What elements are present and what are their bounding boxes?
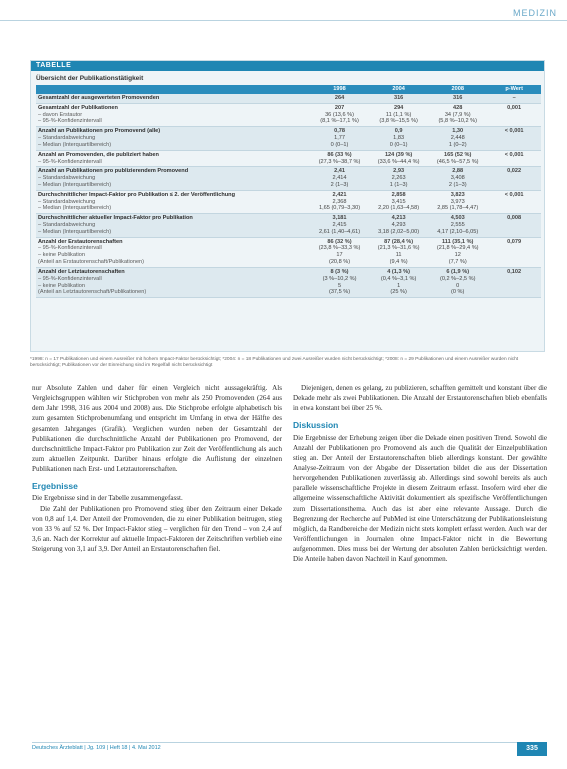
row-label: [36, 214, 310, 237]
row-label-main: Anzahl der Letztautorenschaften: [38, 268, 125, 275]
table-header-cell: p-Wert: [487, 85, 541, 94]
row-label-sub: – 95-%-Konfidenzintervall: [38, 118, 102, 125]
row-label-sub: – Median (Interquartilbereich): [38, 181, 112, 188]
section-label: MEDIZIN: [513, 8, 557, 18]
body-paragraph: Diejenigen, denen es gelang, zu publizieren, schafften gemittelt und konstant über die Dekade mehr als zwei Publikationen. Die Anzahl der Erstautorenschaften blieb ebenfalls in etwa konstant bei über 25 %.: [293, 384, 547, 413]
row-label-main: Anzahl an Promovenden, die publiziert haben: [38, 151, 159, 158]
p-value-cell: 0,079: [487, 237, 541, 267]
row-label: [36, 267, 310, 297]
table-header-cell: 2004: [369, 85, 428, 94]
value-cell: 316: [428, 94, 487, 103]
table-header-cell: 2008: [428, 85, 487, 94]
body-paragraph: nur Absolute Zahlen und daher für einen Vergleich nicht aussagekräftig. Als Vergleichsgruppen wählten wir Stichproben von mehr als 250 Promovenden (264 aus dem Jahr 1998, 316 aus 2004 und 2008) aus. Die Stichprobe erfolgte alphabetisch bis zum gesamten Stichprobenumfang und entspricht im Umfang in etwa der Hälfte des gesamten Jahrganges (Grafik). Verglichen wurden neben der Gesamtzahl der Publikationen die durchschnittliche Anzahl der Publikationen pro Promovend, der durchschnittliche Impact-Faktor pro Publikation zur Zeit der Veröffentlichung als auch zum aktuellen Zeitpunkt. Darüber hinaus erfolgte die Auflistung der einzelnen Publikationen nach Erst- und Letztautorenschaften.: [32, 384, 282, 474]
row-label-main: Anzahl der Erstautorenschaften: [38, 238, 123, 245]
row-label-main: Anzahl an Publikationen pro publizierendem Promovend: [38, 168, 189, 175]
table-body: [36, 94, 541, 298]
p-value-cell: < 0,001: [487, 190, 541, 213]
journal-footer: Deutsches Ärzteblatt | Jg. 109 | Heft 18 | 4. Mai 2012: [32, 745, 161, 751]
row-label-main: Anzahl an Publikationen pro Promovend (alle): [38, 128, 161, 135]
table-footnote: *1998: n = 17 Publikationen und einem Ausreißer mit hohem Impact-Faktor berücksichtigt; *2004: n = 18 Publikationen und zwei Ausreißer wurden nicht berücksichtigt; *2008: n = 29 Publikationen und einem Ausreißer wurden nicht berücksichtigt; Publikationen vor der Einreichung sind im Regelfall nicht berücksichtigt: [30, 357, 519, 369]
value-cell: 4,213 4,293 3,18 (2,02–5,00): [369, 214, 428, 237]
publication-table-box: [30, 60, 545, 352]
row-label: [36, 150, 310, 167]
value-cell: 428 34 (7,9 %) (5,8 %–10,2 %): [428, 103, 487, 126]
row-label-main: Durchschnittlicher aktueller Impact-Faktor pro Publikation: [38, 215, 193, 222]
text-column-left: [32, 383, 282, 554]
p-value-cell: < 0,001: [487, 150, 541, 167]
table-row: [36, 237, 541, 267]
value-cell: 2,41 2,414 2 (1–3): [310, 167, 369, 190]
row-label: [36, 94, 310, 103]
value-cell: 4,503 2,555 4,17 (2,10–6,05): [428, 214, 487, 237]
table-header-cell: [36, 85, 310, 94]
p-value-cell: 0,001: [487, 103, 541, 126]
row-label: [36, 190, 310, 213]
value-cell: 87 (28,4 %) (21,3 %–31,6 %) 11 (9,4 %): [369, 237, 428, 267]
row-label-sub: – Standardabweichung: [38, 135, 96, 142]
table-header-cell: 1998: [310, 85, 369, 94]
row-label-main: Gesamtzahl der Publikationen: [38, 104, 118, 111]
row-label: [36, 103, 310, 126]
value-cell: 264: [310, 94, 369, 103]
table-row: [36, 167, 541, 190]
p-value-cell: –: [487, 94, 541, 103]
row-label: [36, 237, 310, 267]
table-row: [36, 214, 541, 237]
publication-table: [36, 85, 541, 298]
row-label: [36, 127, 310, 150]
value-cell: 111 (35,1 %) (21,8 %–29,4 %) 12 (7,7 %): [428, 237, 487, 267]
row-label-main: Gesamtzahl der ausgewerteten Promovenden: [38, 95, 160, 101]
value-cell: 2,93 2,263 1 (1–3): [369, 167, 428, 190]
p-value-cell: 0,102: [487, 267, 541, 297]
table-caption: Übersicht der Publikationstätigkeit: [36, 75, 144, 82]
row-label-sub: – 95-%-Konfidenzintervall: [38, 158, 102, 165]
value-cell: 316: [369, 94, 428, 103]
value-cell: 8 (3 %) (3 %–10,2 %) 5 (37,5 %): [310, 267, 369, 297]
row-label: [36, 167, 310, 190]
value-cell: 207 36 (13,6 %) (8,1 %–17,1 %): [310, 103, 369, 126]
row-label-sub: – 95-%-Konfidenzintervall: [38, 245, 102, 252]
body-paragraph: Die Ergebnisse sind in der Tabelle zusammengefasst.: [32, 494, 183, 503]
row-label-sub: – Median (Interquartilbereich): [38, 141, 112, 148]
value-cell: 2,858 3,415 2,20 (1,63–4,58): [369, 190, 428, 213]
p-value-cell: 0,022: [487, 167, 541, 190]
table-row: [36, 103, 541, 126]
body-paragraph: Die Zahl der Publikationen pro Promovend stieg über den Zeitraum einer Dekade von 0,8 auf 1,4. Der Anteil der Promovenden, die zu einer Publikation beitrugen, stieg von 33 % auf 52 %. Der Impact-Faktor stieg – verglichen für den Trend – von 2,4 auf 3,6 an. Nach der Korrektur auf aktuelle Impact-Faktoren der Zeitschriften verblieb eine Steigerung von 3,1 auf 3,9. Der Anteil an Erstautorenschaften fiel.: [32, 504, 282, 554]
value-cell: 2,88 3,408 2 (1–3): [428, 167, 487, 190]
table-header-row: [36, 85, 541, 94]
results-heading: Ergebnisse: [32, 481, 78, 492]
top-divider: [0, 20, 567, 21]
row-label-sub: – keine Publikation: [38, 252, 85, 259]
body-paragraph: Die Ergebnisse der Erhebung zeigen über die Dekade einen positiven Trend. Sowohl die Anzahl der Publikationen pro Promovend als auch die Qualität der Einzelpublikation stieg an. Der Anteil der Erstautorenschaften blieb allerdings konstant. Der gewählte Analyse-Zeitraum von der Abgabe der Dissertation bildet die aus der Dissertation hervorgehenden Publikationen zuverlässig ab. Allerdings sind sowohl bereits als auch parallele wissenschaftliche Projekte in diesem Zeitraum erfasst. Insofern wird eher die allgemeine wissenschaftliche Aktivität dokumentiert als spezifische Veröffentlichungen zum Dissertationsthema. Auch das ist aber eine relevante Aussage. Durch die Begrenzung der Recherche auf PubMed ist eine Unterschätzung der Publikationsleistung möglich, da Randbereiche der Medizin nicht stets komplett erfasst werden. Auch war der Veröffentlichungen in Journalen ohne Impact-Faktor nicht in die Bewertung aufgenommen. Dies muss bei der Wertung der absoluten Zahlen berücksichtigt werden. Die Anteile haben davon Nachteil in Kauf genommen.: [293, 433, 547, 564]
value-cell: 294 11 (1,1 %) (3,8 %–15,5 %): [369, 103, 428, 126]
bottom-divider: [32, 742, 547, 743]
value-cell: 86 (33 %) (27,3 %–38,7 %): [310, 150, 369, 167]
value-cell: 124 (39 %) (33,6 %–44,4 %): [369, 150, 428, 167]
row-label-sub: – 95-%-Konfidenzintervall: [38, 275, 102, 282]
value-cell: 86 (32 %) (23,8 %–33,3 %) 17 (20,8 %): [310, 237, 369, 267]
page-number: 335: [517, 742, 547, 756]
table-row: [36, 190, 541, 213]
table-row: [36, 127, 541, 150]
table-row: [36, 150, 541, 167]
value-cell: 2,421 2,368 1,65 (0,79–3,30): [310, 190, 369, 213]
value-cell: 6 (1,9 %) (0,2 %–2,5 %) 0 (0 %): [428, 267, 487, 297]
row-label-sub: – Standardabweichung: [38, 198, 96, 205]
value-cell: 0,9 1,83 0 (0–1): [369, 127, 428, 150]
discussion-heading: Diskussion: [293, 420, 339, 431]
value-cell: 165 (52 %) (46,5 %–57,5 %): [428, 150, 487, 167]
row-label-sub: (Anteil an Letztautorenschaft/Publikationen): [38, 289, 147, 296]
row-label-sub: (Anteil an Erstautorenschaft/Publikationen): [38, 259, 145, 266]
row-label-sub: – davon Erstautor: [38, 111, 83, 118]
value-cell: 3,823 3,973 2,85 (1,78–4,47): [428, 190, 487, 213]
row-label-sub: – Median (Interquartilbereich): [38, 205, 112, 212]
text-column-right: [293, 383, 547, 564]
p-value-cell: < 0,001: [487, 127, 541, 150]
row-label-sub: – Median (Interquartilbereich): [38, 228, 112, 235]
value-cell: 3,181 2,415 2,61 (1,40–4,61): [310, 214, 369, 237]
value-cell: 0,78 1,77 0 (0–1): [310, 127, 369, 150]
table-tab-label: TABELLE: [31, 61, 544, 71]
value-cell: 4 (1,3 %) (0,4 %–3,1 %) 1 (25 %): [369, 267, 428, 297]
row-label-sub: – keine Publikation: [38, 282, 85, 289]
row-label-main: Durchschnittlicher Impact-Faktor pro Publikation ≤ 2. der Veröffentlichung: [38, 191, 236, 198]
table-row: [36, 94, 541, 103]
row-label-sub: – Standardabweichung: [38, 222, 96, 228]
row-label-sub: – Standardabweichung: [38, 175, 96, 182]
table-row: [36, 267, 541, 297]
p-value-cell: 0,008: [487, 214, 541, 237]
value-cell: 1,30 2,448 1 (0–2): [428, 127, 487, 150]
